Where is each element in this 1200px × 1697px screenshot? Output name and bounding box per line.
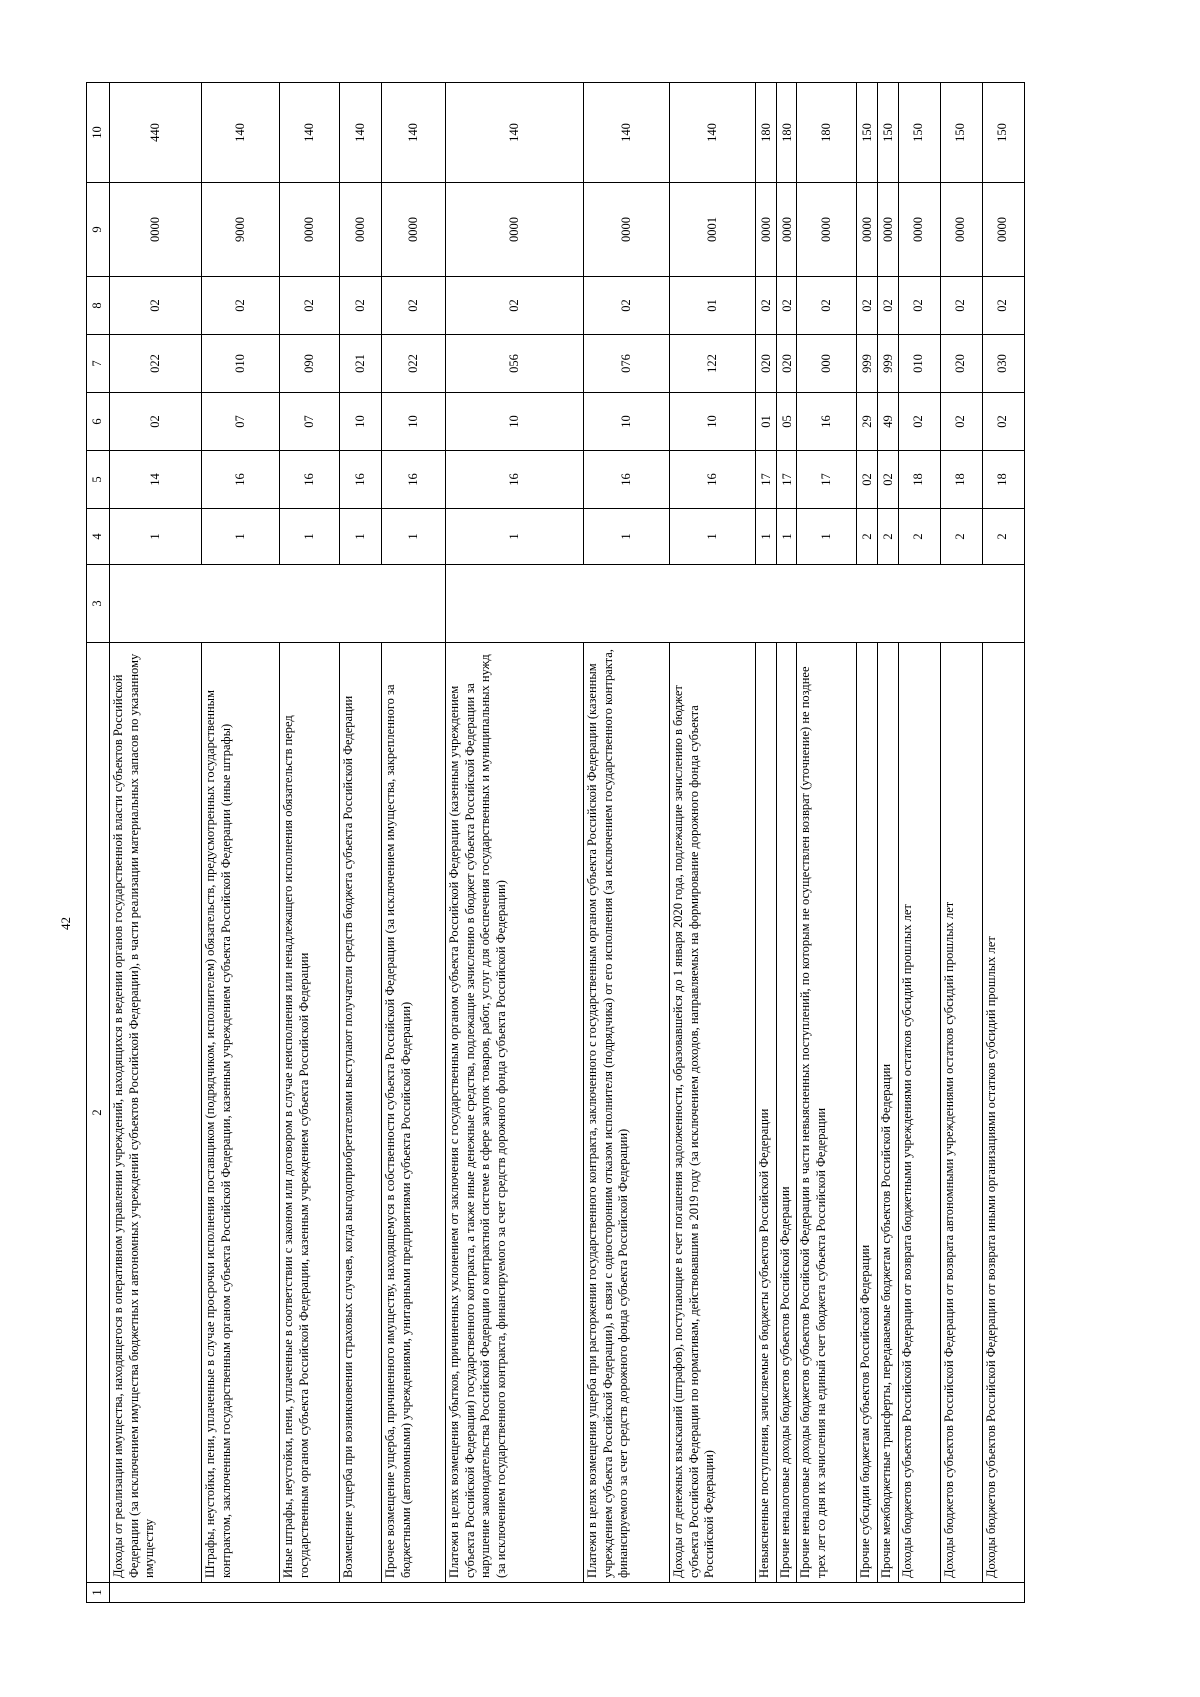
table-row: [340, 83, 382, 1603]
code-cell: 02: [110, 393, 202, 451]
code-cell: 02: [857, 451, 878, 509]
code-cell: 02: [280, 277, 340, 335]
code-cell: 056: [446, 335, 584, 393]
code-cell: 16: [797, 393, 857, 451]
code-cell: 02: [898, 277, 940, 335]
code-cell: 030: [982, 335, 1024, 393]
row-description: Доходы бюджетов субъектов Российской Федерации от возврата автономными учреждениями остатков субсидий прошлых лет: [940, 643, 982, 1583]
row-description: Доходы бюджетов субъектов Российской Федерации от возврата иными организациями остатков субсидий прошлых лет: [982, 643, 1024, 1583]
row-description: Доходы бюджетов субъектов Российской Федерации от возврата бюджетными учреждениями остатков субсидий прошлых лет: [898, 643, 940, 1583]
code-cell: 16: [446, 451, 584, 509]
code-cell: 02: [982, 393, 1024, 451]
row-description: Возмещение ущерба при возникновении страховых случаев, когда выгодоприобретателями выступают получатели средств бюджета субъекта Российской Федерации: [340, 643, 382, 1583]
code-cell: 090: [280, 335, 340, 393]
code-cell: 05: [776, 393, 797, 451]
code-cell: 02: [857, 277, 878, 335]
code-cell: 140: [340, 83, 382, 183]
empty-cell: [110, 565, 446, 643]
code-cell: 16: [340, 451, 382, 509]
code-cell: 18: [898, 451, 940, 509]
code-cell: 440: [110, 83, 202, 183]
code-cell: 150: [877, 83, 898, 183]
code-cell: 02: [982, 277, 1024, 335]
column-header: 8: [87, 277, 110, 335]
code-cell: 140: [382, 83, 446, 183]
code-cell: 18: [982, 451, 1024, 509]
code-cell: 17: [797, 451, 857, 509]
code-cell: 10: [340, 393, 382, 451]
code-cell: 150: [898, 83, 940, 183]
code-cell: 02: [756, 277, 777, 335]
code-cell: 0000: [776, 183, 797, 277]
code-cell: 022: [110, 335, 202, 393]
code-cell: 020: [756, 335, 777, 393]
row-description: Платежи в целях возмещения убытков, причиненных уклонением от заключения с государственным органом субъекта Российской Федерации (казенным учреждением субъекта Российской Федерации) государственного контракта, а также иные денежные средства, подлежащие зачислению в бюджет субъекта Российской Федерации за нарушение законодательства Российской Федерации о контрактной системе в сфере закупок товаров, работ, услуг для обеспечения государственных и муниципальных нужд (за исключением государственного контракта, финансируемого за счет средств дорожного фонда субъекта Российской Федерации): [446, 643, 584, 1583]
code-cell: 02: [776, 277, 797, 335]
code-cell: 49: [877, 393, 898, 451]
code-cell: 02: [797, 277, 857, 335]
code-cell: 18: [940, 451, 982, 509]
code-cell: 000: [797, 335, 857, 393]
column-header: 6: [87, 393, 110, 451]
code-cell: 150: [940, 83, 982, 183]
code-cell: 022: [382, 335, 446, 393]
table-row: [776, 83, 797, 1603]
code-cell: 021: [340, 335, 382, 393]
column-header: 9: [87, 183, 110, 277]
code-cell: 02: [877, 277, 898, 335]
table-row: [446, 83, 584, 1603]
code-cell: 1: [202, 509, 280, 565]
column-header: 7: [87, 335, 110, 393]
row-description: Невыясненные поступления, зачисляемые в бюджеты субъектов Российской Федерации: [756, 643, 777, 1583]
row-description: Прочие неналоговые доходы бюджетов субъектов Российской Федерации: [776, 643, 797, 1583]
code-cell: 1: [446, 509, 584, 565]
code-cell: 02: [382, 277, 446, 335]
code-cell: 2: [898, 509, 940, 565]
table-row: [584, 83, 670, 1603]
code-cell: 122: [670, 335, 756, 393]
code-cell: 2: [982, 509, 1024, 565]
table-row: [382, 83, 446, 1603]
code-cell: 999: [857, 335, 878, 393]
page-number: 42: [58, 917, 73, 930]
column-header: 4: [87, 509, 110, 565]
code-cell: 07: [280, 393, 340, 451]
code-cell: 140: [280, 83, 340, 183]
code-cell: 10: [382, 393, 446, 451]
code-cell: 02: [340, 277, 382, 335]
code-cell: 16: [670, 451, 756, 509]
code-cell: 0000: [756, 183, 777, 277]
table-row: [280, 83, 340, 1603]
code-cell: 02: [584, 277, 670, 335]
code-cell: 02: [202, 277, 280, 335]
code-cell: 0000: [982, 183, 1024, 277]
code-cell: 02: [877, 451, 898, 509]
budget-classification-table: [86, 82, 1025, 1603]
table-row: [202, 83, 280, 1603]
table-row: [670, 83, 756, 1603]
code-cell: 10: [584, 393, 670, 451]
column-number-row: [87, 83, 110, 1603]
code-cell: 1: [670, 509, 756, 565]
code-cell: 1: [776, 509, 797, 565]
code-cell: 16: [382, 451, 446, 509]
code-cell: 140: [446, 83, 584, 183]
code-cell: 020: [940, 335, 982, 393]
code-cell: 1: [756, 509, 777, 565]
code-cell: 0000: [382, 183, 446, 277]
code-cell: 140: [584, 83, 670, 183]
code-cell: 180: [756, 83, 777, 183]
code-cell: 16: [280, 451, 340, 509]
code-cell: 150: [982, 83, 1024, 183]
code-cell: 0000: [898, 183, 940, 277]
code-cell: 2: [857, 509, 878, 565]
code-cell: 02: [940, 393, 982, 451]
column-header: 5: [87, 451, 110, 509]
row-description: Платежи в целях возмещения ущерба при расторжении государственного контракта, заключенного с государственным органом субъекта Российской Федерации (казенным учреждением субъекта Российской Федерации), в связи с односторонним отказом исполнителя (подрядчика) от его исполнения (за исключением государственного контракта, финансируемого за счет средств дорожного фонда субъекта Российской Федерации): [584, 643, 670, 1583]
column-header: 2: [87, 643, 110, 1583]
row-description: Штрафы, неустойки, пени, уплаченные в случае просрочки исполнения поставщиком (подрядчиком, исполнителем) обязательств, предусмотренных государственным контрактом, заключенным государственным органом субъекта Российской Федерации, казенным учреждением субъекта Российской Федерации (иные штрафы): [202, 643, 280, 1583]
code-cell: 0000: [280, 183, 340, 277]
code-cell: 10: [446, 393, 584, 451]
column-header: 3: [87, 565, 110, 643]
code-cell: 020: [776, 335, 797, 393]
row-description: Доходы от денежных взысканий (штрафов), поступающие в счет погашения задолженности, образовавшейся до 1 января 2020 года, подлежащие зачислению в бюджет субъекта Российской Федерации по нормативам, действовавшим в 2019 году (за исключением доходов, направляемых на формирование дорожного фонда субъекта Российской Федерации): [670, 643, 756, 1583]
code-cell: 010: [898, 335, 940, 393]
table-row: [756, 83, 777, 1603]
code-cell: 0000: [940, 183, 982, 277]
row-description: Прочее возмещение ущерба, причиненного имуществу, находящемуся в собственности субъекта Российской Федерации (за исключением имущества, закрепленного за бюджетными (автономными) учреждениями, унитарными предприятиями субъекта Российской Федерации): [382, 643, 446, 1583]
code-cell: 02: [446, 277, 584, 335]
code-cell: 180: [776, 83, 797, 183]
table-row: [857, 83, 878, 1603]
table-row: [877, 83, 898, 1603]
code-cell: 1: [584, 509, 670, 565]
code-cell: 10: [670, 393, 756, 451]
table-row: [110, 83, 202, 1603]
code-cell: 0001: [670, 183, 756, 277]
code-cell: 0000: [110, 183, 202, 277]
code-cell: 180: [797, 83, 857, 183]
code-cell: 16: [202, 451, 280, 509]
code-cell: 0000: [446, 183, 584, 277]
empty-cell: [110, 1583, 1025, 1603]
code-cell: 01: [670, 277, 756, 335]
row-description: Прочие неналоговые доходы бюджетов субъектов Российской Федерации в части невыясненных поступлений, по которым не осуществлен возврат (уточнение) не позднее трех лет со дня их зачисления на единый счет бюджета субъекта Российской Федерации: [797, 643, 857, 1583]
code-cell: 0000: [857, 183, 878, 277]
column-header: 1: [87, 1583, 110, 1603]
row-description: Доходы от реализации имущества, находящегося в оперативном управлении учреждений, находящихся в ведении органов государственной власти субъектов Российской Федерации (за исключением имущества бюджетных и автономных учреждений субъектов Российской Федерации), в части реализации материальных запасов по указанному имуществу: [110, 643, 202, 1583]
table-row: [898, 83, 940, 1603]
rotated-page: [86, 83, 1106, 1603]
code-cell: 1: [797, 509, 857, 565]
code-cell: 01: [756, 393, 777, 451]
code-cell: 999: [877, 335, 898, 393]
column-header: 10: [87, 83, 110, 183]
code-cell: 02: [898, 393, 940, 451]
code-cell: 14: [110, 451, 202, 509]
code-cell: 16: [584, 451, 670, 509]
table-row: [940, 83, 982, 1603]
code-cell: 2: [940, 509, 982, 565]
row-description: Прочие субсидии бюджетам субъектов Российской Федерации: [857, 643, 878, 1583]
table-row: [982, 83, 1024, 1603]
code-cell: 010: [202, 335, 280, 393]
code-cell: 2: [877, 509, 898, 565]
code-cell: 02: [110, 277, 202, 335]
code-cell: 1: [340, 509, 382, 565]
code-cell: 0000: [584, 183, 670, 277]
code-cell: 07: [202, 393, 280, 451]
code-cell: 0000: [340, 183, 382, 277]
code-cell: 29: [857, 393, 878, 451]
row-description: Иные штрафы, неустойки, пени, уплаченные в соответствии с законом или договором в случае неисполнения или ненадлежащего исполнения обязательств перед государственным органом субъекта Российской Федерации, казенным учреждением субъекта Российской Федерации: [280, 643, 340, 1583]
code-cell: 1: [110, 509, 202, 565]
code-cell: 17: [756, 451, 777, 509]
row-description: Прочие межбюджетные трансферты, передаваемые бюджетам субъектов Российской Федерации: [877, 643, 898, 1583]
empty-cell: [446, 565, 1025, 643]
code-cell: 076: [584, 335, 670, 393]
table-row: [797, 83, 857, 1603]
code-cell: 1: [280, 509, 340, 565]
code-cell: 02: [940, 277, 982, 335]
code-cell: 140: [202, 83, 280, 183]
code-cell: 9000: [202, 183, 280, 277]
code-cell: 17: [776, 451, 797, 509]
code-cell: 0000: [797, 183, 857, 277]
code-cell: 1: [382, 509, 446, 565]
code-cell: 150: [857, 83, 878, 183]
code-cell: 140: [670, 83, 756, 183]
code-cell: 0000: [877, 183, 898, 277]
